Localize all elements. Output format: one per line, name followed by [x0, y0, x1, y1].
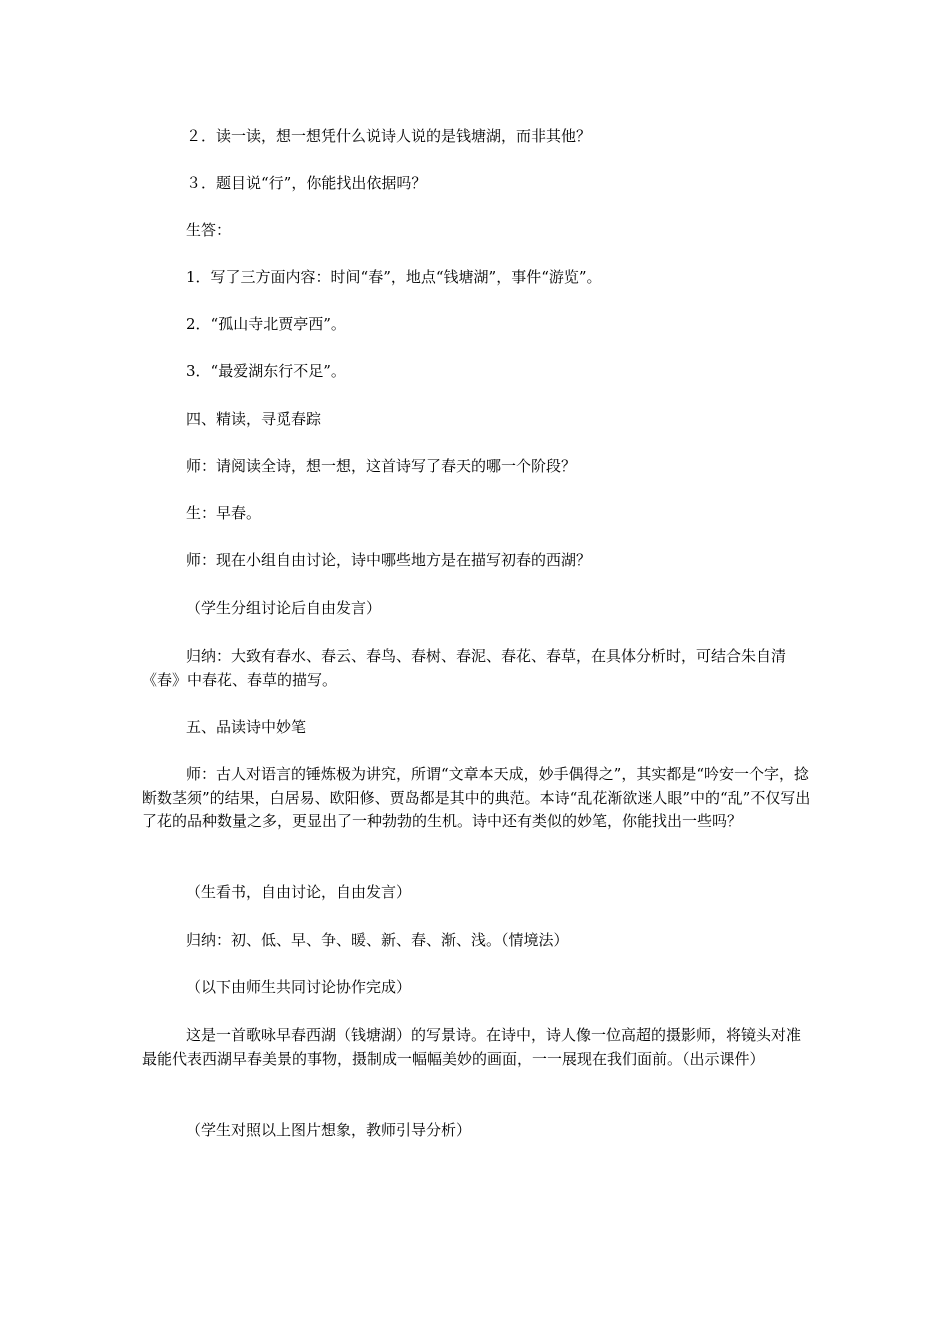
teacher-question-1: 师：请阅读全诗，想一想，这首诗写了春天的哪一个阶段？ — [186, 457, 577, 475]
answer-3: 3．“最爱湖东行不足”。 — [186, 362, 346, 380]
teacher-question-2: 师：现在小组自由讨论，诗中哪些地方是在描写初春的西湖？ — [186, 551, 592, 569]
question-3: ３．题目说“行”，你能找出依据吗？ — [186, 174, 427, 192]
image-analysis-note: （学生对照以上图片想象，教师引导分析） — [186, 1121, 472, 1139]
reading-discussion-note: （生看书，自由讨论，自由发言） — [186, 883, 412, 901]
answer-1: 1．写了三方面内容：时间“春”，地点“钱塘湖”，事件“游览”。 — [186, 268, 602, 286]
section-heading-5: 五、品读诗中妙笔 — [186, 718, 307, 736]
group-discussion-note: （学生分组讨论后自由发言） — [186, 599, 382, 617]
collaboration-note: （以下由师生共同讨论协作完成） — [186, 978, 412, 996]
student-answer-label: 生答： — [186, 221, 232, 239]
answer-2: 2．“孤山寺北贾亭西”。 — [186, 315, 346, 333]
teacher-paragraph: 师：古人对语言的锤炼极为讲究，所谓“文章本天成，妙手偶得之”，其实都是“吟安一个字，捻断数茎须”的结果，白居易、欧阳修、贾岛都是其中的典范。本诗“乱花渐欲迷人眼”中的“乱”不仅写出了花的品种数量之多，更显出了一种勃勃的生机。诗中还有类似的妙笔，你能找出一些吗？ — [142, 765, 811, 830]
summary-2: 归纳：初、低、早、争、暖、新、春、渐、浅。（情境法） — [186, 931, 569, 949]
description-paragraph: 这是一首歌咏早春西湖（钱塘湖）的写景诗。在诗中，诗人像一位高超的摄影师，将镜头对准最能代表西湖早春美景的事物，摄制成一幅幅美妙的画面，一一展现在我们面前。（出示课件） — [142, 1026, 802, 1068]
question-2: ２．读一读，想一想凭什么说诗人说的是钱塘湖，而非其他？ — [186, 127, 592, 145]
section-heading-4: 四、精读，寻觅春踪 — [186, 410, 322, 428]
student-reply: 生：早春。 — [186, 504, 262, 522]
summary-1: 归纳：大致有春水、春云、春鸟、春树、春泥、春花、春草，在具体分析时，可结合朱自清《春》中春花、春草的描写。 — [142, 647, 787, 689]
